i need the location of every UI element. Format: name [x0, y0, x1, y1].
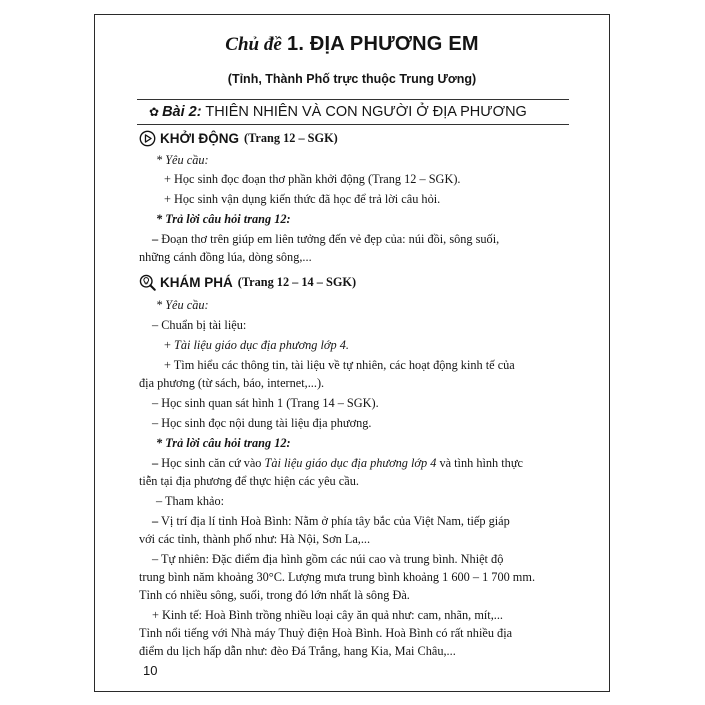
answer-text: – Đoạn thơ trên giúp em liên tưởng đến vẻ đẹp của: núi đồi, sông suối,: [152, 232, 500, 246]
section-label: KHÁM PHÁ: [160, 275, 233, 290]
requirement-item: – Chuẩn bị tài liệu:: [152, 318, 247, 332]
play-icon: [139, 130, 156, 147]
book-page: [94, 14, 610, 692]
lesson-title: THIÊN NHIÊN VÀ CON NGƯỜI Ở ĐỊA PHƯƠNG: [205, 104, 527, 120]
answer-text: Tỉnh nổi tiếng với Nhà máy Thuỷ điện Hoà Bình. Hoà Bình có rất nhiều địa: [139, 626, 513, 640]
section-khoi-dong-heading: [139, 130, 338, 147]
lesson-banner: [137, 99, 569, 125]
section-source: (Trang 12 – SGK): [244, 131, 338, 145]
answer-text: – Tự nhiên: Đặc điểm địa hình gồm các núi cao và trung bình. Nhiệt độ: [152, 552, 504, 566]
requirement-item: – Học sinh quan sát hình 1 (Trang 14 – SGK).: [152, 396, 379, 410]
requirement-item: – Học sinh đọc nội dung tài liệu địa phương.: [152, 416, 372, 430]
answer-text: tiễn tại địa phương để thực hiện các yêu cầu.: [139, 474, 359, 488]
answer-text: Tỉnh có nhiều sông, suối, trong đó lớn nhất là sông Đà.: [139, 588, 410, 602]
page-number: 10: [143, 663, 158, 678]
answer-label: * Trả lời câu hỏi trang 12:: [156, 212, 291, 226]
requirement-item: + Học sinh vận dụng kiến thức đã học để trả lời câu hỏi.: [164, 192, 441, 206]
requirement-item: + Tìm hiểu các thông tin, tài liệu về tự nhiên, các hoạt động kinh tế của: [164, 358, 515, 372]
title-main: 1. ĐỊA PHƯƠNG EM: [287, 33, 479, 55]
answer-text: điểm du lịch hấp dẫn như: đèo Đá Trắng, hang Kia, Mai Châu,...: [139, 644, 456, 658]
answer-text: trung bình năm khoảng 30°C. Lượng mưa trung bình khoảng 1 600 – 1 700 mm.: [139, 570, 536, 584]
answer-text: – Vị trí địa lí tỉnh Hoà Bình: Nằm ở phía tây bắc của Việt Nam, tiếp giáp: [152, 514, 510, 528]
section-kham-pha-heading: [139, 274, 356, 291]
section-source: (Trang 12 – 14 – SGK): [237, 275, 357, 289]
answer-text: với các tỉnh, thành phố như: Hà Nội, Sơn La,...: [139, 532, 371, 546]
requirement-item: + Học sinh đọc đoạn thơ phần khởi động (Trang 12 – SGK).: [164, 172, 461, 186]
requirement-label: * Yêu cầu:: [156, 153, 209, 167]
magnifier-bulb-icon: [139, 274, 156, 291]
title-prefix: Chủ đề: [225, 34, 282, 55]
requirement-item: + Tài liệu giáo dục địa phương lớp 4.: [164, 338, 349, 352]
requirement-item: địa phương (từ sách, báo, internet,...).: [139, 376, 325, 390]
answer-text: những cánh đồng lúa, dòng sông,...: [139, 250, 312, 264]
page-subtitle: (Tỉnh, Thành Phố trực thuộc Trung Ương): [227, 72, 477, 86]
reference-label: – Tham khảo:: [156, 494, 225, 508]
page-title: [95, 31, 609, 56]
lesson-number: Bài 2:: [162, 104, 202, 120]
section-label: KHỞI ĐỘNG: [160, 131, 240, 146]
answer-text: – Học sinh căn cứ vào Tài liệu giáo dục địa phương lớp 4 và tình hình thực: [152, 456, 523, 470]
answer-text: + Kinh tế: Hoà Bình trồng nhiều loại cây ăn quả như: cam, nhãn, mít,...: [152, 608, 504, 622]
flower-icon: ✿: [149, 105, 160, 119]
requirement-label: * Yêu cầu:: [156, 298, 209, 312]
answer-label: * Trả lời câu hỏi trang 12:: [156, 436, 291, 450]
